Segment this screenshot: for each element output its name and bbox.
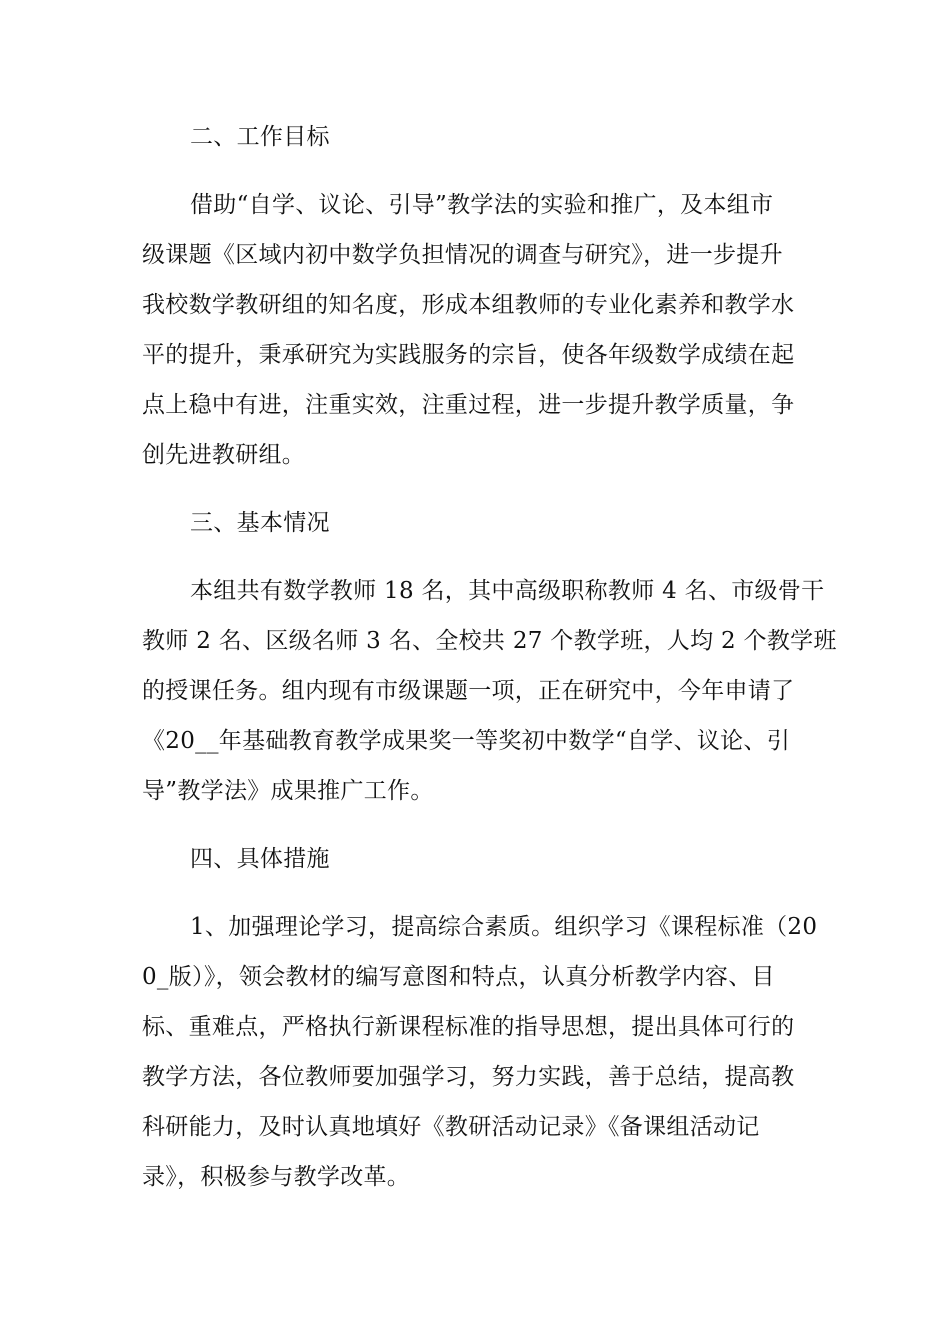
paragraph-line: 教师 2 名、区级名师 3 名、全校共 27 个教学班，人均 2 个教学班: [142, 628, 837, 654]
paragraph-line: 0_版）》，领会教材的编写意图和特点，认真分析教学内容、目: [142, 964, 775, 990]
paragraph-line: 1、加强理论学习，提高综合素质。组织学习《课程标准（20: [190, 914, 818, 940]
paragraph-line: 借助“自学、议论、引导”教学法的实验和推广，及本组市: [190, 192, 774, 218]
section-heading-basic-situation: 三、基本情况: [190, 510, 330, 536]
paragraph-line: 《20__年基础教育教学成果奖一等奖初中数学“自学、议论、引: [142, 728, 791, 754]
paragraph-line: 教学方法，各位教师要加强学习，努力实践，善于总结，提高教: [142, 1064, 795, 1090]
paragraph-line: 我校数学教研组的知名度，形成本组教师的专业化素养和教学水: [142, 292, 795, 318]
section-heading-goals: 二、工作目标: [190, 124, 330, 150]
paragraph-line: 录》，积极参与教学改革。: [142, 1164, 411, 1190]
paragraph-line: 导”教学法》成果推广工作。: [142, 778, 434, 804]
section-heading-measures: 四、具体措施: [190, 846, 330, 872]
paragraph-line: 本组共有数学教师 18 名，其中高级职称教师 4 名、市级骨干: [190, 578, 825, 604]
paragraph-line: 级课题《区域内初中数学负担情况的调查与研究》，进一步提升: [142, 242, 783, 268]
paragraph-line: 创先进教研组。: [142, 442, 306, 468]
paragraph-line: 的授课任务。组内现有市级课题一项，正在研究中，今年申请了: [142, 678, 795, 704]
paragraph-line: 点上稳中有进，注重实效，注重过程，进一步提升教学质量，争: [142, 392, 795, 418]
paragraph-line: 科研能力，及时认真地填好《教研活动记录》《备课组活动记: [142, 1114, 760, 1140]
paragraph-line: 平的提升，秉承研究为实践服务的宗旨，使各年级数学成绩在起: [142, 342, 795, 368]
paragraph-line: 标、重难点，严格执行新课程标准的指导思想，提出具体可行的: [142, 1014, 795, 1040]
